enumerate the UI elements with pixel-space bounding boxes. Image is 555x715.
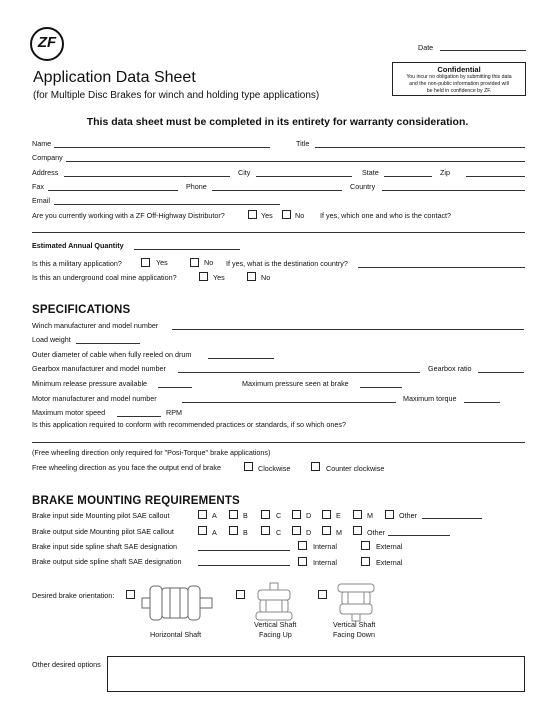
standards-question: Is this application required to conform with recommended practices or standards, if so which ones? xyxy=(32,420,347,429)
vertical-down-label-1: Vertical Shaft xyxy=(333,620,376,629)
page-subtitle: (for Multiple Disc Brakes for winch and holding type applications) xyxy=(33,90,320,101)
counter-clockwise-label: Counter clockwise xyxy=(326,464,385,473)
counter-clockwise-checkbox[interactable] xyxy=(311,462,320,471)
distributor-no-checkbox[interactable] xyxy=(282,210,291,219)
distributor-yes-checkbox[interactable] xyxy=(248,210,257,219)
distributor-question: Are you currently working with a ZF Off-Highway Distributor? xyxy=(32,211,225,220)
output-pilot-d-checkbox[interactable] xyxy=(292,526,301,535)
gear-ratio-label: Gearbox ratio xyxy=(428,364,472,373)
input-pilot-b-checkbox[interactable] xyxy=(229,510,238,519)
output-spline-external-label: External xyxy=(376,558,403,567)
quantity-label: Estimated Annual Quantity xyxy=(32,241,124,250)
date-label: Date xyxy=(418,43,434,52)
input-pilot-b-label: B xyxy=(243,511,248,520)
clockwise-checkbox[interactable] xyxy=(244,462,253,471)
cable-label: Outer diameter of cable when fully reeled on drum xyxy=(32,350,192,359)
input-pilot-m-checkbox[interactable] xyxy=(353,510,362,519)
coal-no-label: No xyxy=(261,273,271,282)
winch-field[interactable] xyxy=(172,329,524,330)
output-pilot-c-label: C xyxy=(276,528,282,537)
orientation-vertical-down-checkbox[interactable] xyxy=(318,590,327,599)
orientation-vertical-up-checkbox[interactable] xyxy=(236,590,245,599)
output-pilot-other-field[interactable] xyxy=(388,535,450,536)
confidential-title: Confidential xyxy=(437,65,481,74)
input-pilot-m-label: M xyxy=(367,511,373,520)
address-field[interactable] xyxy=(64,176,230,177)
output-pilot-m-checkbox[interactable] xyxy=(322,526,331,535)
output-pilot-c-checkbox[interactable] xyxy=(261,526,270,535)
output-spline-internal-label: Internal xyxy=(313,558,337,567)
output-pilot-label: Brake output side Mounting pilot SAE callout xyxy=(32,527,174,536)
output-pilot-a-label: A xyxy=(212,528,217,537)
vertical-down-brake-icon xyxy=(332,582,382,622)
phone-field[interactable] xyxy=(212,190,342,191)
military-followup: If yes, what is the destination country? xyxy=(226,259,348,268)
input-pilot-c-checkbox[interactable] xyxy=(261,510,270,519)
warranty-notice: This data sheet must be completed in its entirety for warranty consideration. xyxy=(86,116,469,128)
distributor-answer-line[interactable] xyxy=(32,232,525,233)
specifications-heading: SPECIFICATIONS xyxy=(32,304,131,316)
orientation-horizontal-checkbox[interactable] xyxy=(126,590,135,599)
free-wheel-label: Free wheeling direction as you face the output end of brake xyxy=(32,463,221,472)
distributor-followup: If yes, which one and who is the contact? xyxy=(320,211,452,220)
gearbox-field[interactable] xyxy=(178,372,420,373)
confidential-box xyxy=(392,62,526,96)
max-speed-field[interactable] xyxy=(117,416,161,417)
input-pilot-label: Brake input side Mounting pilot SAE callout xyxy=(32,511,170,520)
title-field[interactable] xyxy=(315,147,525,148)
standards-answer-line[interactable] xyxy=(32,442,525,443)
posi-torque-note: (Free wheeling direction only required for "Posi-Torque" brake applications) xyxy=(32,448,271,457)
page-title: Application Data Sheet xyxy=(33,69,196,86)
clockwise-label: Clockwise xyxy=(258,464,291,473)
vertical-up-brake-icon xyxy=(250,582,300,622)
military-yes-checkbox[interactable] xyxy=(141,258,150,267)
max-pressure-label: Maximum pressure seen at brake xyxy=(242,379,349,388)
load-label: Load weight xyxy=(32,335,71,344)
max-speed-label: Maximum motor speed xyxy=(32,408,106,417)
fax-label: Fax xyxy=(32,182,44,191)
company-label: Company xyxy=(32,153,63,162)
fax-field[interactable] xyxy=(48,190,178,191)
output-pilot-a-checkbox[interactable] xyxy=(198,526,207,535)
input-spline-field[interactable] xyxy=(198,550,290,551)
name-field[interactable] xyxy=(54,147,270,148)
email-label: Email xyxy=(32,196,50,205)
vertical-up-label-2: Facing Up xyxy=(259,630,292,639)
output-spline-internal-checkbox[interactable] xyxy=(298,557,307,566)
phone-label: Phone xyxy=(186,182,207,191)
input-pilot-other-label: Other xyxy=(399,511,417,520)
output-pilot-b-label: B xyxy=(243,528,248,537)
military-no-label: No xyxy=(204,258,214,267)
output-pilot-other-checkbox[interactable] xyxy=(353,526,362,535)
company-field[interactable] xyxy=(66,161,525,162)
horizontal-shaft-brake-icon xyxy=(140,578,220,628)
coal-yes-label: Yes xyxy=(213,273,225,282)
output-pilot-b-checkbox[interactable] xyxy=(229,526,238,535)
country-field[interactable] xyxy=(382,190,525,191)
logo-text: ZF xyxy=(37,34,57,51)
gearbox-label: Gearbox manufacturer and model number xyxy=(32,364,166,373)
input-spline-label: Brake input side spline shaft SAE designation xyxy=(32,542,178,551)
output-spline-label: Brake output side spline shaft SAE designation xyxy=(32,557,182,566)
date-field[interactable] xyxy=(440,50,526,51)
country-label: Country xyxy=(350,182,376,191)
military-yes-label: Yes xyxy=(156,258,168,267)
input-pilot-a-label: A xyxy=(212,511,217,520)
title-label: Title xyxy=(296,139,310,148)
input-pilot-e-checkbox[interactable] xyxy=(322,510,331,519)
horizontal-shaft-label: Horizontal Shaft xyxy=(150,630,202,639)
cable-field[interactable] xyxy=(208,358,274,359)
confidential-line-3: be held in confidence by ZF. xyxy=(426,88,492,94)
input-pilot-d-label: D xyxy=(306,511,312,520)
input-spline-external-checkbox[interactable] xyxy=(361,541,370,550)
vertical-up-label-1: Vertical Shaft xyxy=(254,620,297,629)
gear-ratio-field[interactable] xyxy=(478,372,524,373)
input-pilot-other-field[interactable] xyxy=(422,518,482,519)
winch-label: Winch manufacturer and model number xyxy=(32,321,159,330)
military-question: Is this a military application? xyxy=(32,259,122,268)
input-spline-external-label: External xyxy=(376,542,403,551)
output-pilot-other-label: Other xyxy=(367,528,385,537)
distributor-no-label: No xyxy=(295,211,305,220)
other-options-label: Other desired options xyxy=(32,660,101,669)
military-no-checkbox[interactable] xyxy=(190,258,199,267)
min-release-field[interactable] xyxy=(158,387,192,388)
output-pilot-d-label: D xyxy=(306,528,312,537)
output-spline-external-checkbox[interactable] xyxy=(361,557,370,566)
input-pilot-a-checkbox[interactable] xyxy=(198,510,207,519)
city-field[interactable] xyxy=(256,176,352,177)
vertical-down-label-2: Facing Down xyxy=(333,630,375,639)
motor-field[interactable] xyxy=(182,402,396,403)
confidential-line-1: You incur no obligation by submitting this data xyxy=(406,74,512,80)
quantity-field[interactable] xyxy=(134,249,240,250)
zip-label: Zip xyxy=(440,168,450,177)
zip-field[interactable] xyxy=(466,176,525,177)
input-spline-internal-label: Internal xyxy=(313,542,337,551)
input-pilot-c-label: C xyxy=(276,511,282,520)
input-pilot-other-checkbox[interactable] xyxy=(385,510,394,519)
distributor-yes-label: Yes xyxy=(261,211,273,220)
max-pressure-field[interactable] xyxy=(360,387,402,388)
output-spline-field[interactable] xyxy=(198,565,290,566)
state-field[interactable] xyxy=(384,176,432,177)
email-field[interactable] xyxy=(54,204,280,205)
coal-question: Is this an underground coal mine application? xyxy=(32,273,177,282)
output-pilot-m-label: M xyxy=(336,528,342,537)
orientation-label: Desired brake orientation: xyxy=(32,591,115,600)
motor-label: Motor manufacturer and model number xyxy=(32,394,157,403)
confidential-line-2: and the non-public information provided will xyxy=(409,81,509,87)
name-label: Name xyxy=(32,139,52,148)
load-field[interactable] xyxy=(76,343,140,344)
input-pilot-d-checkbox[interactable] xyxy=(292,510,301,519)
address-label: Address xyxy=(32,168,59,177)
destination-country-field[interactable] xyxy=(358,267,525,268)
min-release-label: Minimum release pressure available xyxy=(32,379,148,388)
max-torque-label: Maximum torque xyxy=(403,394,457,403)
rpm-label: RPM xyxy=(166,408,182,417)
max-torque-field[interactable] xyxy=(464,402,500,403)
other-options-textarea[interactable] xyxy=(107,656,525,692)
zf-logo xyxy=(30,27,64,61)
input-pilot-e-label: E xyxy=(336,511,341,520)
coal-no-checkbox[interactable] xyxy=(247,272,256,281)
city-label: City xyxy=(238,168,251,177)
coal-yes-checkbox[interactable] xyxy=(199,272,208,281)
state-label: State xyxy=(362,168,379,177)
input-spline-internal-checkbox[interactable] xyxy=(298,541,307,550)
mounting-heading: BRAKE MOUNTING REQUIREMENTS xyxy=(32,495,240,507)
